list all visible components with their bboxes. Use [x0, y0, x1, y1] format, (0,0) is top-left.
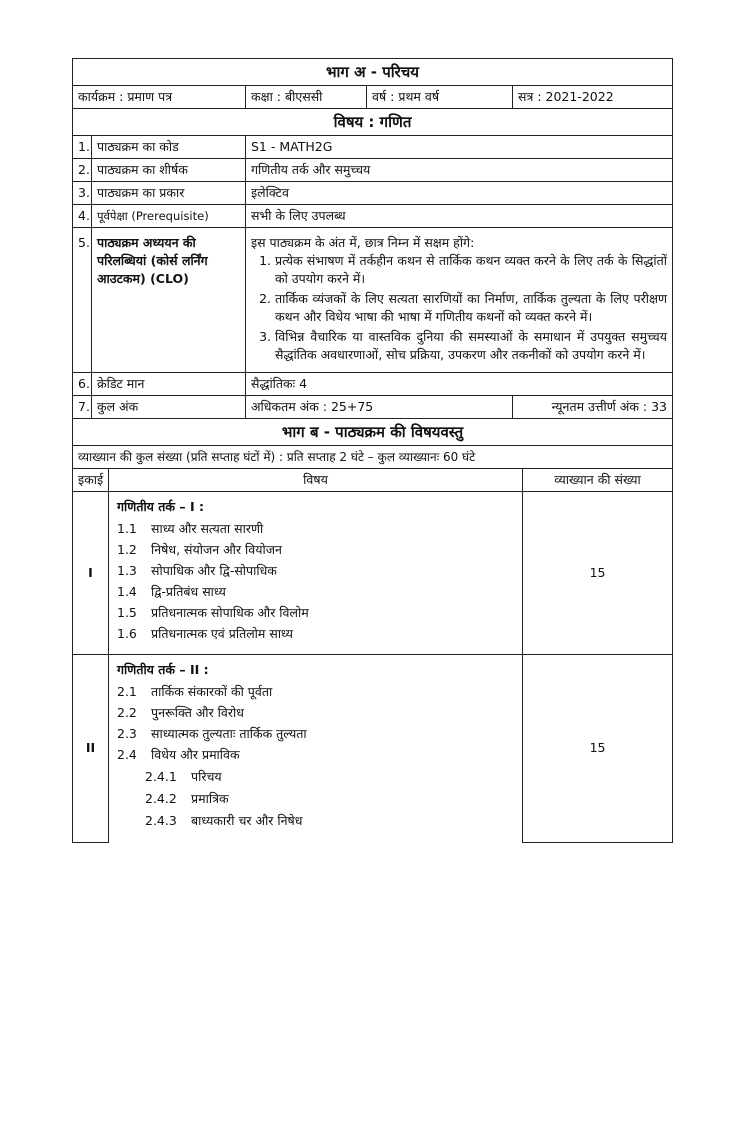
row-number: 7.	[73, 396, 92, 419]
unit-heading: गणितीय तर्क – I :	[117, 499, 204, 514]
part-a-title: भाग अ - परिचय	[73, 59, 673, 86]
row-label: क्रेडिट मान	[92, 373, 246, 396]
course-title: गणितीय तर्क और समुच्चय	[246, 159, 673, 182]
min-marks: न्यूनतम उत्तीर्ण अंक : 33	[513, 396, 673, 419]
clo-intro: इस पाठ्यक्रम के अंत में, छात्र निम्न में सक्षम होंगे:	[251, 235, 475, 250]
col-lectures-header: व्याख्यान की संख्या	[523, 469, 673, 492]
session-cell: सत्र : 2021-2022	[513, 86, 673, 109]
course-type: इलेक्टिव	[246, 182, 673, 205]
subject-title: विषय : गणित	[73, 109, 673, 136]
clo-content	[246, 228, 673, 373]
clo-item: 3. विभिन्न वैचारिक या वास्तविक दुनिया की समस्याओं के समाधान में उपयुक्त समुच्चय सैद्धांतिक अवधारणाओं, सोच प्रक्रिया, उपकरण और तकनीकों को उपयोग करने में।	[275, 328, 667, 364]
topic-item: 2.3 साध्यात्मक तुल्यताः तार्किक तुल्यता	[117, 726, 307, 741]
clo-item: 2. तार्किक व्यंजकों के लिए सत्यता सारणियों का निर्माण, तार्किक तुल्यता के लिए परीक्षण कथन और विधेय भाषा की भाषा में गणितीय कथनों को व्यक्त करने में।	[275, 290, 667, 326]
row-label: पाठ्यक्रम का शीर्षक	[92, 159, 246, 182]
class-cell: कक्षा : बीएससी	[246, 86, 367, 109]
row-number: 6.	[73, 373, 92, 396]
topic-item: 1.2 निषेध, संयोजन और वियोजन	[117, 542, 282, 557]
max-marks: अधिकतम अंक : 25+75	[246, 396, 513, 419]
subtopic-item: 2.4.2 प्रमात्रिक	[145, 791, 229, 806]
program-cell: कार्यक्रम : प्रमाण पत्र	[73, 86, 246, 109]
part-b-table	[72, 419, 673, 843]
row-number: 1.	[73, 136, 92, 159]
clo-item: 1. प्रत्येक संभाषण में तर्कहीन कथन से तार्किक कथन व्यक्त करने के लिए तर्क के सिद्धांतों को उपयोग करने में।	[275, 252, 667, 288]
clo-list	[251, 252, 667, 364]
row-label: पूर्वपेक्षा (Prerequisite)	[92, 205, 246, 228]
unit-number: I	[73, 492, 109, 655]
part-b-title: भाग ब - पाठ्यक्रम की विषयवस्तु	[73, 419, 673, 446]
topic-item: 1.1 साध्य और सत्यता सारणी	[117, 521, 264, 536]
unit-number: II	[73, 655, 109, 843]
row-number: 3.	[73, 182, 92, 205]
lecture-count: 15	[523, 655, 673, 843]
row-label: पाठ्यक्रम का कोड	[92, 136, 246, 159]
topic-item: 2.1 तार्किक संकारकों की पूर्वता	[117, 684, 273, 699]
row-label: कुल अंक	[92, 396, 246, 419]
lectures-note: व्याख्यान की कुल संख्या (प्रति सप्ताह घंटों में) : प्रति सप्ताह 2 घंटे – कुल व्याख्यानः 60 घंटे	[73, 446, 673, 469]
subtopic-item: 2.4.1 परिचय	[145, 769, 222, 784]
topic-item: 2.4 विधेय और प्रमाविक	[117, 747, 240, 762]
row-label: पाठ्यक्रम का प्रकार	[92, 182, 246, 205]
lecture-count: 15	[523, 492, 673, 655]
unit-topics	[109, 655, 523, 843]
topic-item: 1.3 सोपाधिक और द्वि-सोपाधिक	[117, 563, 277, 578]
unit-topics	[109, 492, 523, 655]
topic-item: 2.2 पुनरूक्ति और विरोध	[117, 705, 244, 720]
topic-item: 1.6 प्रतिधनात्मक एवं प्रतिलोम साध्य	[117, 626, 294, 641]
col-topic-header: विषय	[109, 469, 523, 492]
course-code: S1 - MATH2G	[246, 136, 673, 159]
col-unit-header: इकाई	[73, 469, 109, 492]
topic-item: 1.5 प्रतिधनात्मक सोपाधिक और विलोम	[117, 605, 309, 620]
credit-value: सैद्धांतिकः 4	[246, 373, 673, 396]
row-number: 5.	[73, 228, 92, 373]
row-number: 2.	[73, 159, 92, 182]
syllabus-document	[72, 58, 672, 843]
year-cell: वर्ष : प्रथम वर्ष	[367, 86, 513, 109]
part-a-table	[72, 58, 673, 419]
unit-heading: गणितीय तर्क – II :	[117, 662, 209, 677]
row-number: 4.	[73, 205, 92, 228]
prerequisite: सभी के लिए उपलब्ध	[246, 205, 673, 228]
clo-label: पाठ्यक्रम अध्ययन की परिलब्धियां (कोर्स लर्निंग आउटकम) (CLO)	[92, 228, 246, 373]
subtopic-item: 2.4.3 बाध्यकारी चर और निषेध	[145, 813, 303, 828]
topic-item: 1.4 द्वि-प्रतिबंध साध्य	[117, 584, 226, 599]
